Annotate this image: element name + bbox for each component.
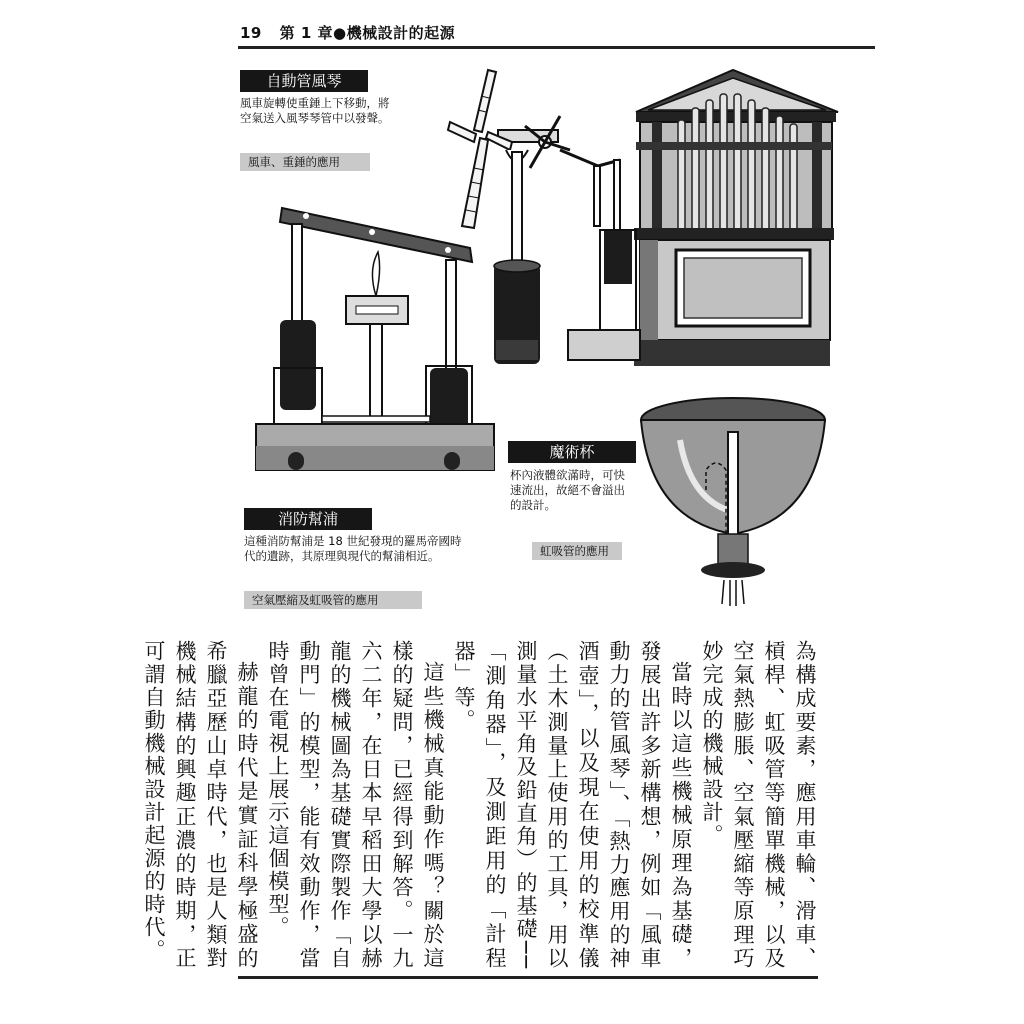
pump-caption-line: 這種消防幫浦是 18 世紀發現的羅馬帝國時 <box>244 534 462 548</box>
body-paragraph: 這些機械真能動作嗎？關於這樣的疑問，已經得到解答。一九六二年，在日本早稻田大學以赫龍的機械圖為基礎實際製作「自動門」的模型，能有效動作，當時曾在電視上展示這個模型。 <box>266 640 445 970</box>
pump-caption <box>244 534 461 564</box>
organ-title: 自動管風琴 <box>240 70 368 92</box>
organ-caption <box>240 96 390 126</box>
cup-caption-line: 的設計。 <box>510 498 556 512</box>
windmill-illustration <box>448 70 640 364</box>
fire-pump-illustration <box>256 208 494 470</box>
footer-rule <box>238 976 818 979</box>
body-paragraph: 赫龍的時代是實証科學極盛的希臘亞歷山卓時代，也是人類對機械結構的興趣正濃的時期，正可謂自動機械設計起源的時代。 <box>142 640 259 970</box>
organ-illustration <box>634 70 838 366</box>
cup-caption-line: 杯內液體欲滿時，可快 <box>510 468 625 482</box>
body-paragraph: 當時以這些機械原理為基礎，發展出許多新構想，例如「風車動力的管風琴」、「熱力應用的神酒壺」，以及現在使用的校準儀（土木測量上使用的工具，用以測量水平角及鉛直角）的基礎──「測角器」，及測距用的「計程器」等。 <box>452 640 693 970</box>
pump-caption-line: 代的遺跡，其原理與現代的幫浦相近。 <box>244 549 440 563</box>
pump-title: 消防幫浦 <box>244 508 372 530</box>
organ-tag: 風車、重錘的應用 <box>240 153 370 171</box>
cup-title: 魔術杯 <box>508 441 636 463</box>
organ-caption-line: 空氣送入風琴琴管中以發聲。 <box>240 111 390 125</box>
body-paragraph: 為構成要素，應用車輪、滑車、槓桿、虹吸管等簡單機械，以及空氣熱膨脹、空氣壓縮等原理巧妙完成的機械設計。 <box>700 640 817 970</box>
organ-caption-line: 風車旋轉使重錘上下移動，將 <box>240 96 390 110</box>
magic-cup-illustration <box>641 398 825 606</box>
page-number: 19 <box>240 24 262 42</box>
pump-tag: 空氣壓縮及虹吸管的應用 <box>244 591 422 609</box>
chapter-title: 第 1 章●機械設計的起源 <box>279 24 456 42</box>
cup-caption-line: 速流出，故絕不會溢出 <box>510 483 625 497</box>
body-text <box>142 640 820 970</box>
cup-caption <box>510 468 625 513</box>
cup-tag: 虹吸管的應用 <box>532 542 622 560</box>
